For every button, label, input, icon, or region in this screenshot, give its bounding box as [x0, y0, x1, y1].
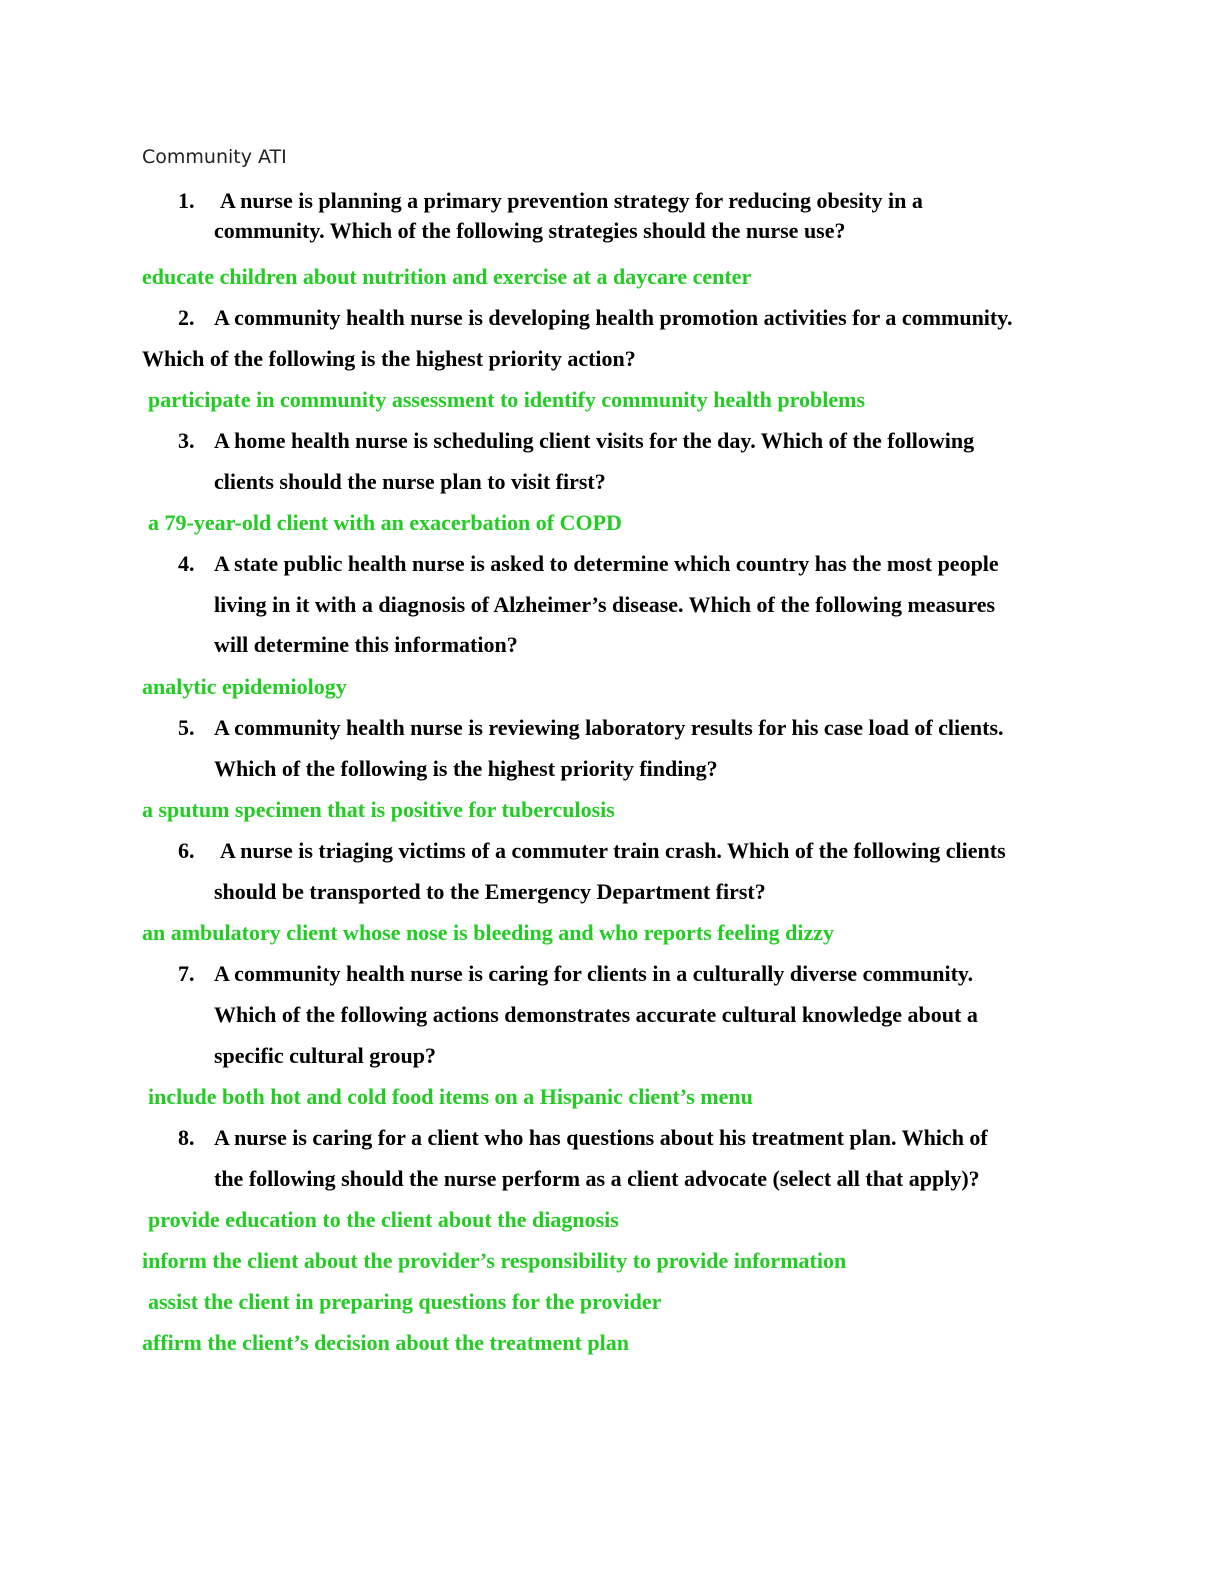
question-number: 3.	[178, 428, 195, 453]
question-number: 6.	[178, 838, 195, 863]
question-number: 1.	[178, 188, 195, 213]
answer-1: educate children about nutrition and exercise at a daycare center	[142, 264, 752, 289]
question-line: A community health nurse is developing health promotion activities for a community.	[214, 305, 1013, 330]
question-number: 4.	[178, 551, 195, 576]
question-line: Which of the following is the highest priority action?	[142, 346, 636, 371]
question-line: Which of the following actions demonstrates accurate cultural knowledge about a	[214, 1002, 978, 1027]
question-number: 2.	[178, 305, 195, 330]
question-line: specific cultural group?	[214, 1043, 437, 1068]
answer-3: a 79-year-old client with an exacerbation of COPD	[148, 510, 622, 535]
answer-2: participate in community assessment to identify community health problems	[148, 387, 866, 412]
question-line: the following should the nurse perform as a client advocate (select all that apply)?	[214, 1166, 980, 1191]
answer-8b: inform the client about the provider’s responsibility to provide information	[142, 1248, 847, 1273]
document-title: Community ATI	[142, 146, 287, 168]
question-line: Which of the following is the highest priority finding?	[214, 756, 718, 781]
question-number: 7.	[178, 961, 195, 986]
answer-7: include both hot and cold food items on a Hispanic client’s menu	[148, 1084, 753, 1109]
question-line: A home health nurse is scheduling client visits for the day. Which of the following	[214, 428, 975, 453]
answer-8d: affirm the client’s decision about the treatment plan	[142, 1330, 629, 1355]
question-line: will determine this information?	[214, 632, 518, 657]
answer-6: an ambulatory client whose nose is bleeding and who reports feeling dizzy	[142, 920, 835, 945]
answer-4: analytic epidemiology	[142, 674, 347, 699]
question-line: living in it with a diagnosis of Alzheimer’s disease. Which of the following measures	[214, 592, 996, 617]
question-line: A nurse is planning a primary prevention strategy for reducing obesity in a	[220, 188, 923, 213]
question-line: A nurse is caring for a client who has questions about his treatment plan. Which of	[214, 1125, 988, 1150]
question-line: A nurse is triaging victims of a commuter train crash. Which of the following clients	[220, 838, 1006, 863]
answer-8c: assist the client in preparing questions for the provider	[148, 1289, 662, 1314]
question-line: A state public health nurse is asked to determine which country has the most people	[214, 551, 999, 576]
answer-8a: provide education to the client about the diagnosis	[148, 1207, 619, 1232]
question-number: 8.	[178, 1125, 195, 1150]
question-number: 5.	[178, 715, 195, 740]
question-line: clients should the nurse plan to visit first?	[214, 469, 606, 494]
question-line: A community health nurse is caring for clients in a culturally diverse community.	[214, 961, 974, 986]
answer-5: a sputum specimen that is positive for tuberculosis	[142, 797, 615, 822]
question-line: A community health nurse is reviewing laboratory results for his case load of clients.	[214, 715, 1004, 740]
question-line: should be transported to the Emergency Department first?	[214, 879, 766, 904]
question-line: community. Which of the following strategies should the nurse use?	[214, 218, 846, 243]
